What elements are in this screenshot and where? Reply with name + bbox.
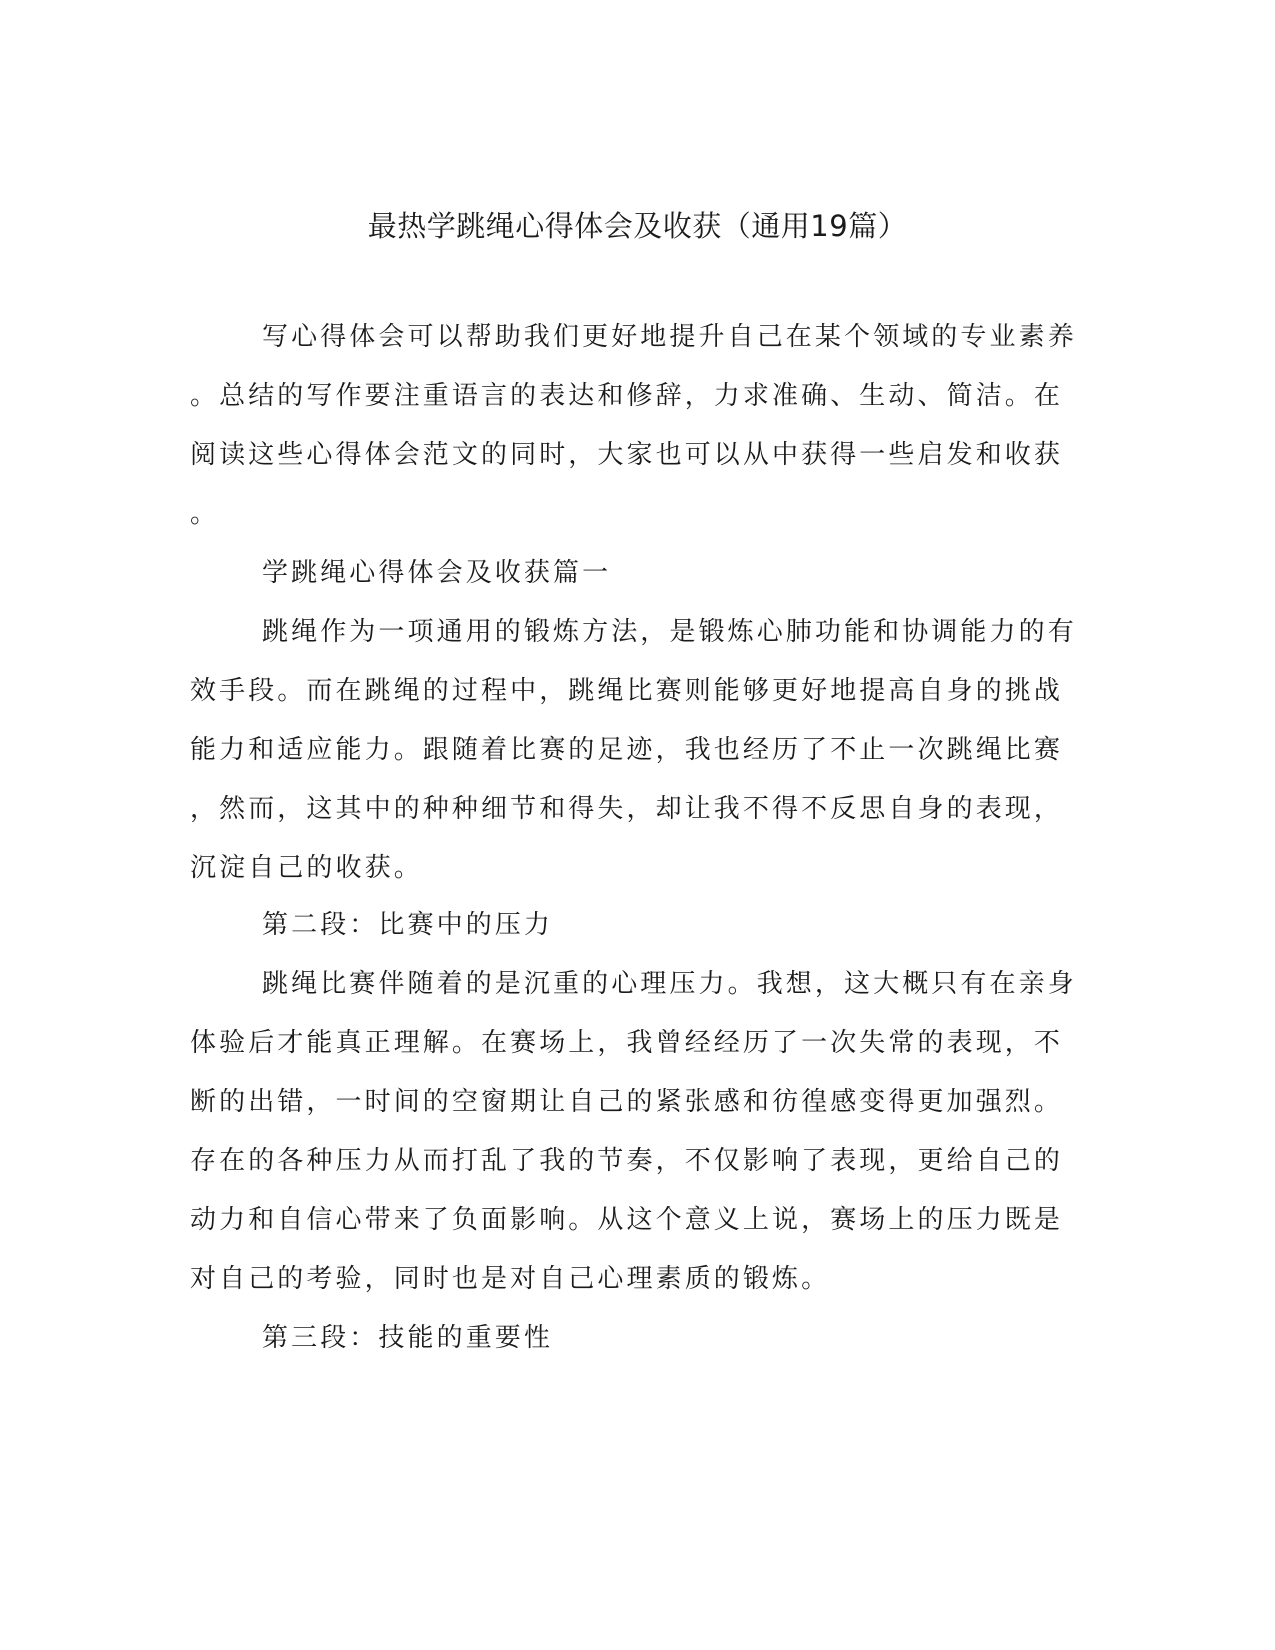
text-line: 写心得体会可以帮助我们更好地提升自己在某个领域的专业素养: [262, 322, 1077, 352]
text-line: 。总结的写作要注重语言的表达和修辞，力求准确、生动、简洁。在: [190, 381, 1064, 411]
text-line: 阅读这些心得体会范文的同时，大家也可以从中获得一些启发和收获: [190, 440, 1064, 470]
text-line: 动力和自信心带来了负面影响。从这个意义上说，赛场上的压力既是: [190, 1205, 1064, 1235]
text-line: 沉淀自己的收获。: [190, 853, 423, 883]
text-line: 断的出错，一时间的空窗期让自己的紧张感和彷徨感变得更加强烈。: [190, 1087, 1064, 1117]
text-line: 能力和适应能力。跟随着比赛的足迹，我也经历了不止一次跳绳比赛: [190, 735, 1064, 765]
section-heading: 第三段：技能的重要性: [262, 1323, 554, 1353]
text-line: 跳绳作为一项通用的锻炼方法，是锻炼心肺功能和协调能力的有: [262, 617, 1077, 647]
text-line: 存在的各种压力从而打乱了我的节奏，不仅影响了表现，更给自己的: [190, 1146, 1064, 1176]
text-line: ，然而，这其中的种种细节和得失，却让我不得不反思自身的表现，: [190, 794, 1064, 824]
section-heading: 第二段：比赛中的压力: [262, 910, 554, 940]
text-line: 对自己的考验，同时也是对自己心理素质的锻炼。: [190, 1264, 831, 1294]
text-line: 。: [190, 499, 220, 529]
document-title: 最热学跳绳心得体会及收获（通用19篇）: [367, 209, 908, 243]
section-heading: 学跳绳心得体会及收获篇一: [262, 558, 612, 588]
text-line: 体验后才能真正理解。在赛场上，我曾经经历了一次失常的表现，不: [190, 1028, 1064, 1058]
text-line: 效手段。而在跳绳的过程中，跳绳比赛则能够更好地提高自身的挑战: [190, 676, 1064, 706]
text-line: 跳绳比赛伴随着的是沉重的心理压力。我想，这大概只有在亲身: [262, 969, 1077, 999]
